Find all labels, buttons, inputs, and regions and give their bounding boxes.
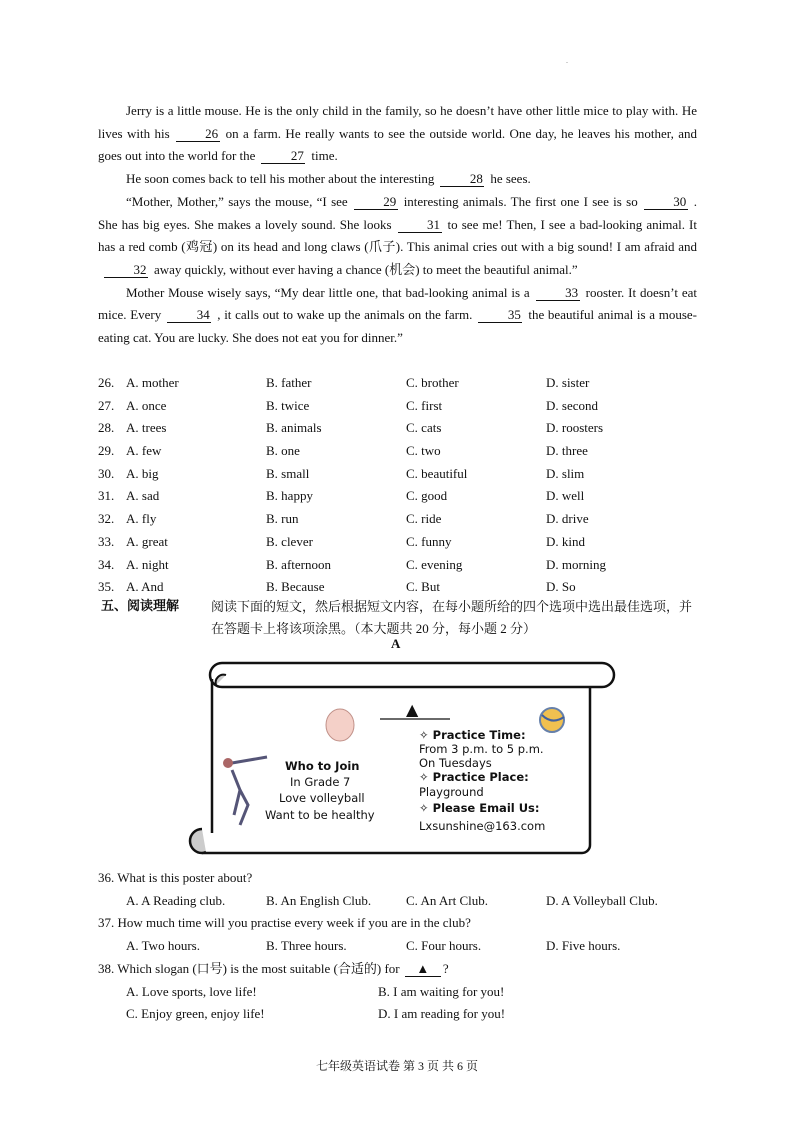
option: C. first — [406, 397, 443, 413]
option: C. brother — [406, 375, 459, 390]
question-number: 33. — [98, 533, 115, 549]
passage-text: , it calls out to wake up the animals on the farm. — [217, 307, 473, 323]
option: A. And — [126, 579, 164, 595]
option: A. Two hours. — [126, 938, 200, 954]
section-instructions: 阅读下面的短文，然后根据短文内容，在每小题所给的四个选项中选出最佳选项，并在答题卡上将该项涂黑。（本大题共 20 分，每小题 2 分） — [211, 599, 693, 636]
question-number: 34. — [98, 556, 115, 572]
passage-text: to see me! Then, I see a bad-looking animal. It has a red comb (鸡冠) on its head and long claws (爪子). This animal cries out with a big sound! I am afraid and — [98, 216, 697, 255]
question-38-options-row2 — [98, 1003, 698, 1026]
option: D. slim — [546, 465, 585, 481]
passage-text: the beautiful animal is a mouse-eating cat. You are lucky. She does not eat you for dinner.” — [98, 307, 697, 346]
blank-34: 34 — [167, 308, 211, 323]
option: B. happy — [266, 488, 313, 504]
option: C. funny — [406, 533, 452, 549]
option: D. kind — [546, 533, 585, 549]
option: A. big — [126, 465, 159, 481]
question-number: 29. — [98, 443, 115, 459]
option: B. An English Club. — [266, 892, 372, 908]
question-number: 31. — [98, 488, 115, 504]
option: D. sister — [546, 375, 590, 390]
question-end: ? — [442, 960, 449, 976]
question-number: 32. — [98, 511, 115, 527]
option-row-26 — [98, 372, 698, 395]
question-number: 35. — [98, 579, 115, 595]
passage-text: time. — [311, 148, 338, 164]
blank-35: 35 — [478, 308, 522, 323]
cloze-passage — [98, 100, 697, 350]
passage-text: rooster. It doesn’t eat mice. Every — [98, 284, 697, 323]
blank-32: 32 — [104, 263, 148, 278]
option-row-27 — [98, 395, 698, 418]
option: D. well — [546, 488, 585, 504]
option: B. run — [266, 511, 299, 527]
option: B. animals — [266, 420, 322, 436]
passage-paragraph — [98, 191, 697, 282]
who-line: Love volleyball — [279, 791, 365, 805]
question-36: 36. What is this poster about? — [98, 870, 253, 885]
option: B. father — [266, 375, 312, 390]
option: C. ride — [406, 511, 442, 527]
blank-26: 26 — [176, 127, 220, 142]
passage-text: He soon comes back to tell his mother about the interesting — [126, 171, 435, 187]
question-number: 28. — [98, 420, 115, 436]
option: A. mother — [126, 375, 179, 390]
option: B. small — [266, 465, 310, 481]
section-heading: 五、阅读理解 — [101, 599, 180, 614]
page-footer: 七年级英语试卷 第 3 页 共 6 页 — [315, 1059, 478, 1073]
practice-place: Playground — [419, 785, 484, 799]
reading-questions — [98, 867, 698, 1026]
option: A. night — [126, 556, 169, 572]
option: C. An Art Club. — [406, 892, 488, 908]
passage-paragraph — [98, 282, 697, 350]
option: A. once — [126, 397, 167, 413]
option-row-28 — [98, 417, 698, 440]
question-37-options — [98, 935, 698, 958]
option: D. morning — [546, 556, 606, 572]
option: D. three — [546, 443, 588, 459]
option-row-31 — [98, 485, 698, 508]
option: D. Five hours. — [546, 938, 621, 954]
question-36-options — [98, 890, 698, 913]
passage-text: away quickly, without ever having a chance (机会) to meet the beautiful animal.” — [154, 261, 578, 277]
who-line: Want to be healthy — [265, 808, 375, 822]
option: A. A Reading club. — [126, 892, 226, 908]
question-number: 30. — [98, 465, 115, 481]
option: B. one — [266, 443, 300, 459]
blank-27: 27 — [261, 149, 305, 164]
option: C. evening — [406, 556, 463, 572]
option: D. drive — [546, 511, 589, 527]
option: D. So — [546, 579, 576, 595]
option: B. afternoon — [266, 556, 331, 572]
passage-text: Mother Mouse wisely says, “My dear little one, that bad-looking animal is a — [126, 284, 530, 300]
option: C. cats — [406, 420, 442, 436]
blank-33: 33 — [536, 286, 580, 301]
option-row-29 — [98, 440, 698, 463]
option-row-34 — [98, 554, 698, 577]
poster-title-blank: ▲ — [406, 700, 419, 719]
option: C. two — [406, 443, 441, 459]
who-to-join-heading: Who to Join — [285, 759, 360, 773]
option: A. fly — [126, 511, 157, 527]
practice-time-label: ✧ Practice Time: — [419, 728, 526, 742]
practice-place-label: ✧ Practice Place: — [419, 770, 529, 784]
email-address: Lxsunshine@163.com — [419, 819, 546, 833]
part-label: A — [391, 636, 401, 651]
passage-text: “Mother, Mother,” says the mouse, “I see — [126, 193, 348, 209]
passage-text: . She has big eyes. She makes a lovely sound. She looks — [98, 193, 697, 232]
blank-31: 31 — [398, 218, 442, 233]
option-row-33 — [98, 531, 698, 554]
blank-28: 28 — [440, 172, 484, 187]
page-mark: . — [566, 56, 568, 65]
scroll-frame-icon — [182, 655, 622, 860]
answer-blank: ▲ — [405, 962, 441, 977]
option: B. I am waiting for you! — [378, 983, 505, 999]
question-37: 37. How much time will you practise every week if you are in the club? — [98, 915, 471, 931]
cloze-options — [98, 372, 698, 599]
email-label: ✧ Please Email Us: — [419, 801, 540, 815]
question-text: 38. Which slogan (口号) is the most suitable (合适的) for — [98, 960, 403, 976]
passage-text: on a farm. He really wants to see the outside world. One day, he leaves his mother, and goes out into the world for the — [98, 125, 697, 164]
practice-time: From 3 p.m. to 5 p.m. — [419, 742, 544, 756]
option: C. good — [406, 488, 448, 504]
option: A. few — [126, 443, 162, 459]
who-line: In Grade 7 — [290, 775, 351, 789]
option: C. Four hours. — [406, 938, 482, 954]
option: B. Three hours. — [266, 938, 347, 954]
blank-29: 29 — [354, 195, 398, 210]
question-38 — [98, 958, 698, 981]
passage-paragraph — [98, 100, 697, 168]
passage-text: interesting animals. The first one I see is so — [403, 193, 638, 209]
option: B. Because — [266, 579, 325, 595]
option: C. Enjoy green, enjoy life! — [126, 1006, 265, 1022]
option: D. roosters — [546, 420, 604, 436]
option: A. Love sports, love life! — [126, 983, 257, 999]
option: A. sad — [126, 488, 160, 504]
practice-day: On Tuesdays — [419, 756, 492, 770]
section-reading — [101, 596, 701, 640]
option: B. twice — [266, 397, 310, 413]
option-row-30 — [98, 463, 698, 486]
question-38-options-row1 — [98, 981, 698, 1004]
option-row-32 — [98, 508, 698, 531]
passage-text: he sees. — [490, 171, 531, 187]
club-poster — [182, 655, 622, 860]
option: D. A Volleyball Club. — [546, 892, 658, 908]
option: D. second — [546, 397, 598, 413]
passage-text: Jerry is a little mouse. He is the only child in the family, so he doesn’t have other little mice to play with. He lives with his — [98, 103, 697, 141]
option: D. I am reading for you! — [378, 1006, 506, 1022]
option: A. great — [126, 533, 168, 549]
option: B. clever — [266, 533, 313, 549]
option: A. trees — [126, 420, 167, 436]
question-number: 27. — [98, 397, 115, 413]
question-number: 26. — [98, 375, 115, 390]
blank-30: 30 — [644, 195, 688, 210]
passage-paragraph — [98, 168, 697, 191]
option: C. But — [406, 579, 440, 595]
option: C. beautiful — [406, 465, 468, 481]
